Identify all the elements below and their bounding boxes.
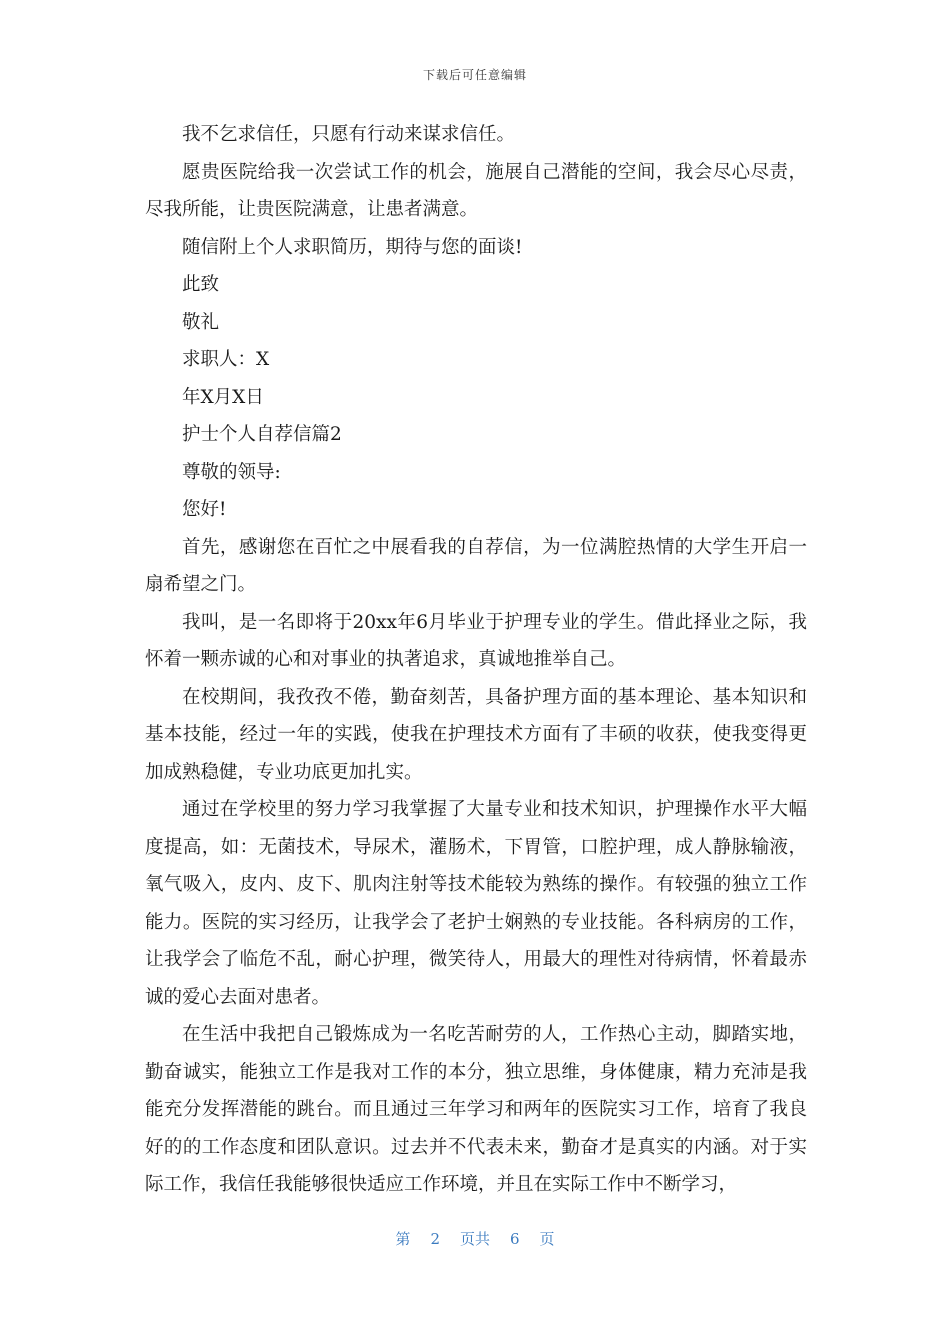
page-header: 下载后可任意编辑: [422, 68, 527, 82]
paragraph: 在校期间，我孜孜不倦，勤奋刻苦，具备护理方面的基本理论、基本知识和基本技能，经过一年的实践，使我在护理技术方面有了丰硕的收获，使我变得更加成熟稳健，专业功底更加扎实。: [145, 686, 807, 783]
greeting-recipient: 尊敬的领导:: [182, 461, 281, 483]
current-page-number: 2: [430, 1230, 440, 1248]
paragraph: 我叫，是一名即将于20xx年6月毕业于护理专业的学生。借此择业之际，我怀着一颗赤诚的心和对事业的执著追求，真诚地推举自己。: [145, 611, 807, 670]
total-pages-number: 6: [510, 1230, 520, 1248]
page-label-mid: 页共: [459, 1230, 490, 1248]
document-body: [145, 116, 807, 1204]
page-label-suffix: 页: [539, 1230, 555, 1248]
paragraph: 首先，感谢您在百忙之中展看我的自荐信，为一位满腔热情的大学生开启一扇希望之门。: [145, 536, 807, 595]
page-label-prefix: 第: [395, 1230, 411, 1248]
paragraph: 愿贵医院给我一次尝试工作的机会，施展自己潜能的空间，我会尽心尽责，尽我所能，让贵医院满意，让患者满意。: [145, 161, 807, 220]
letter-date: 年X月X日: [182, 386, 264, 408]
page-footer: [0, 1228, 950, 1249]
greeting: 您好!: [182, 499, 227, 520]
closing-salutation: 此致: [182, 274, 220, 295]
paragraph: 在生活中我把自己锻炼成为一名吃苦耐劳的人，工作热心主动，脚踏实地，勤奋诚实，能独立工作是我对工作的本分，独立思维，身体健康，精力充沛是我能充分发挥潜能的跳台。而且通过三年学习和两年的医院实习工作，培育了我良好的的工作态度和团队意识。过去并不代表未来，勤奋才是真实的内涵。对于实际工作，我信任我能够很快适应工作环境，并且在实际工作中不断学习，: [145, 1024, 807, 1195]
paragraph: 我不乞求信任，只愿有行动来谋求信任。: [182, 124, 516, 145]
section-title: 护士个人自荐信篇2: [182, 424, 342, 445]
applicant-signature: 求职人：X: [182, 349, 270, 370]
paragraph: 通过在学校里的努力学习我掌握了大量专业和技术知识，护理操作水平大幅度提高，如：无菌技术，导尿术，灌肠术，下胃管，口腔护理，成人静脉输液，氧气吸入，皮内、皮下、肌肉注射等技术能较为熟练的操作。有较强的独立工作能力。医院的实习经历，让我学会了老护士娴熟的专业技能。各科病房的工作，让我学会了临危不乱，耐心护理，微笑待人，用最大的理性对待病情，怀着最赤诚的爱心去面对患者。: [145, 799, 807, 1008]
closing-regards: 敬礼: [182, 311, 220, 333]
paragraph: 随信附上个人求职简历，期待与您的面谈!: [182, 236, 523, 258]
